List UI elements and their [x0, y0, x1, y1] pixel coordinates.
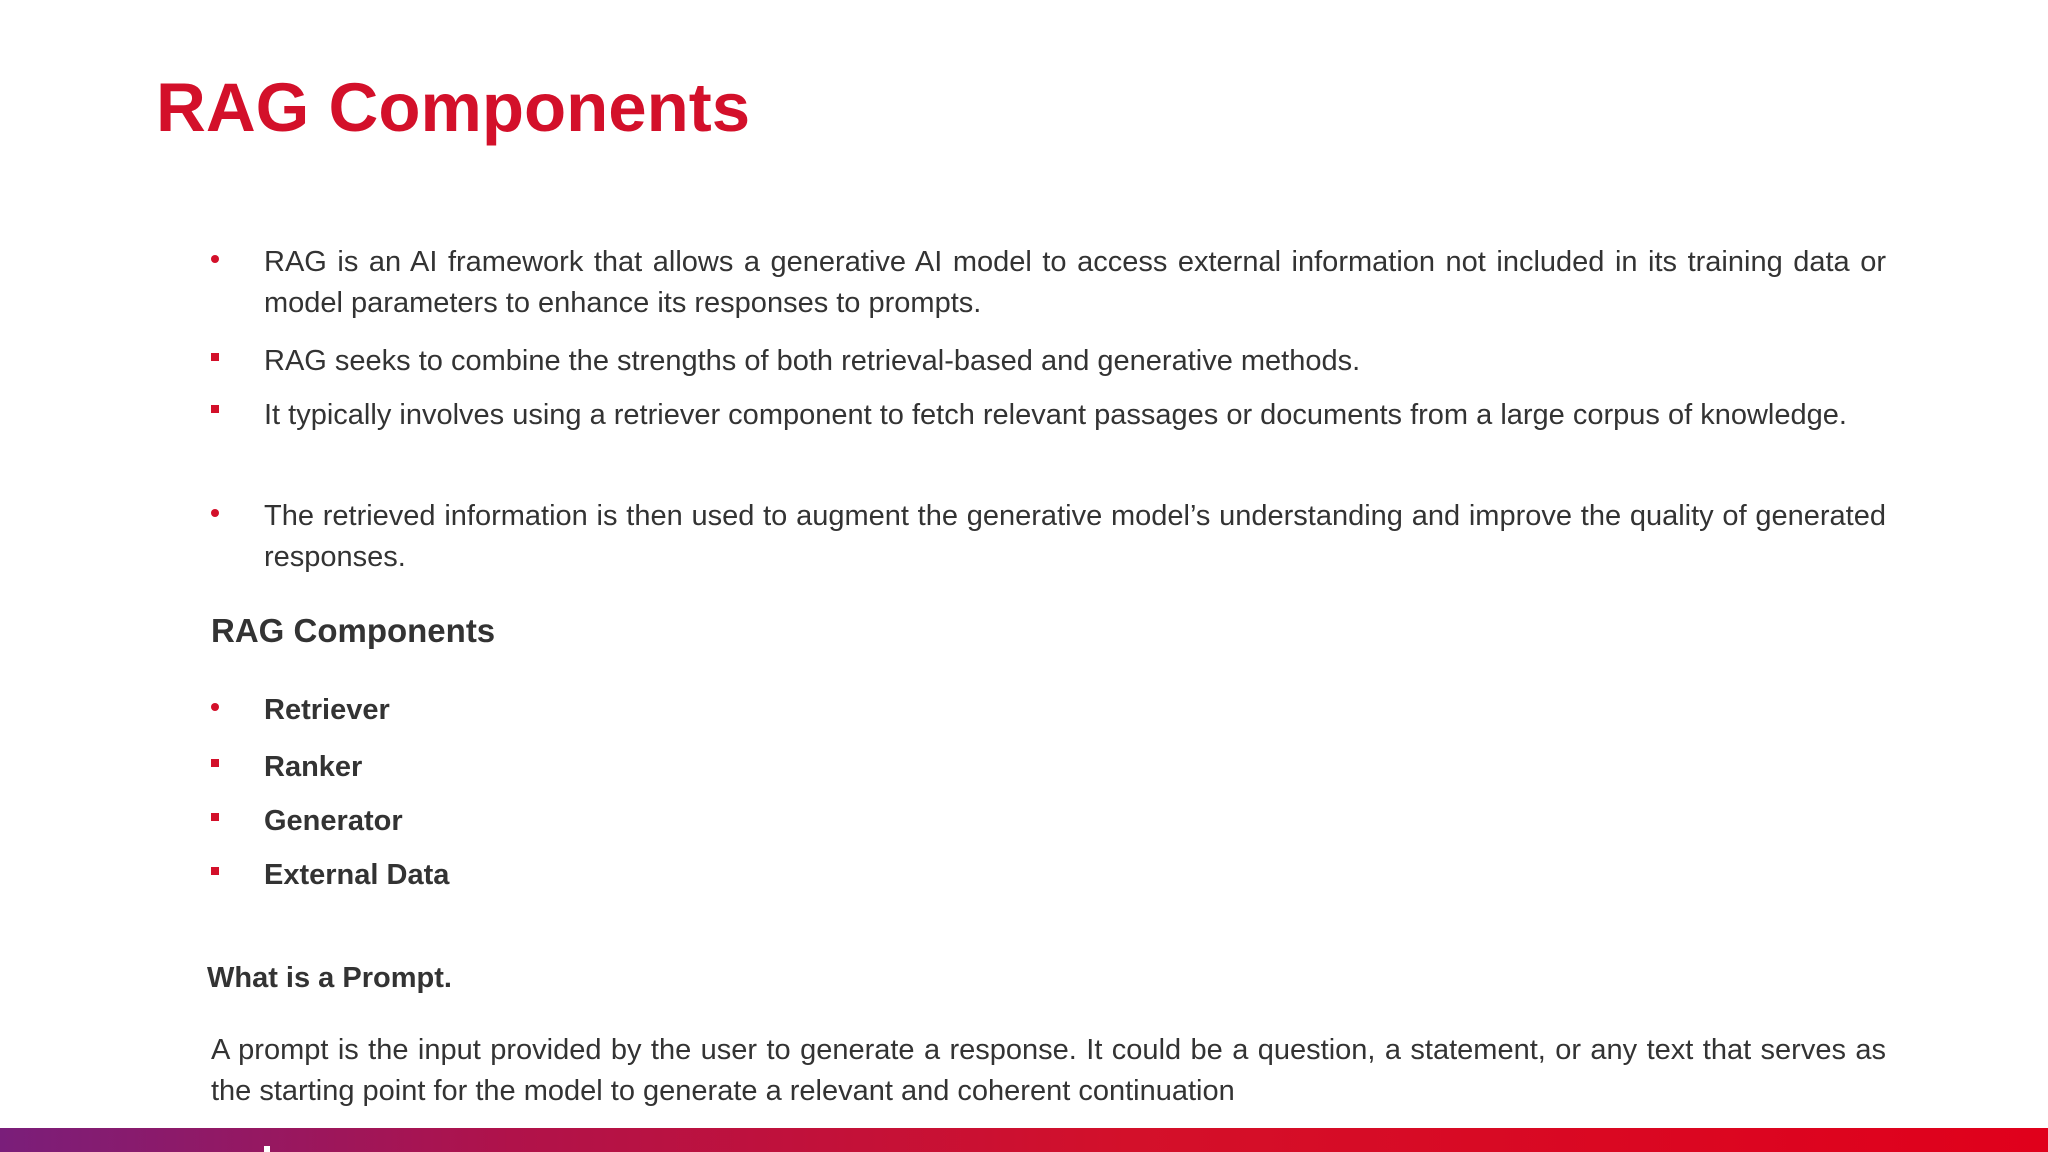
intro-bullet-text: It typically involves using a retriever component to fetch relevant passages or documents from a large corpus of knowledge. — [264, 399, 1847, 431]
prompt-description: A prompt is the input provided by the user to generate a response. It could be a question, a statement, or any text that serves as the starting point for the model to generate a relevant and coherent continuation — [211, 1034, 1886, 1107]
component-label: External Data — [264, 859, 450, 891]
component-item — [264, 801, 403, 841]
red-dot-bullet-icon — [211, 703, 219, 711]
intro-bullet — [264, 341, 1886, 382]
red-square-bullet-icon — [211, 759, 219, 767]
red-square-bullet-icon — [211, 405, 219, 413]
red-square-bullet-icon — [211, 813, 219, 821]
intro-bullet — [264, 242, 1886, 324]
red-dot-bullet-icon — [211, 255, 219, 263]
components-heading: RAG Components — [211, 612, 496, 649]
intro-bullet-text: The retrieved information is then used to augment the generative model’s understanding and improve the quality of generated responses. — [264, 500, 1886, 573]
component-item — [264, 747, 362, 787]
footer-gradient-bar — [0, 1128, 2048, 1152]
prompt-heading: What is a Prompt. — [207, 962, 452, 994]
red-square-bullet-icon — [211, 867, 219, 875]
intro-bullet-text: RAG seeks to combine the strengths of both retrieval-based and generative methods. — [264, 345, 1361, 377]
intro-bullet-text: RAG is an AI framework that allows a generative AI model to access external information not included in its training data or model parameters to enhance its responses to prompts. — [264, 246, 1886, 319]
red-dot-bullet-icon — [211, 509, 219, 517]
slide-title: RAG Components — [156, 69, 751, 146]
footer-logo-icon — [264, 1146, 270, 1152]
component-item — [264, 690, 390, 730]
component-label: Retriever — [264, 694, 390, 726]
component-label: Ranker — [264, 751, 363, 783]
intro-bullet — [264, 496, 1886, 578]
component-label: Generator — [264, 805, 403, 837]
red-square-bullet-icon — [211, 353, 219, 361]
intro-bullet — [264, 399, 1886, 431]
component-item — [264, 855, 449, 895]
